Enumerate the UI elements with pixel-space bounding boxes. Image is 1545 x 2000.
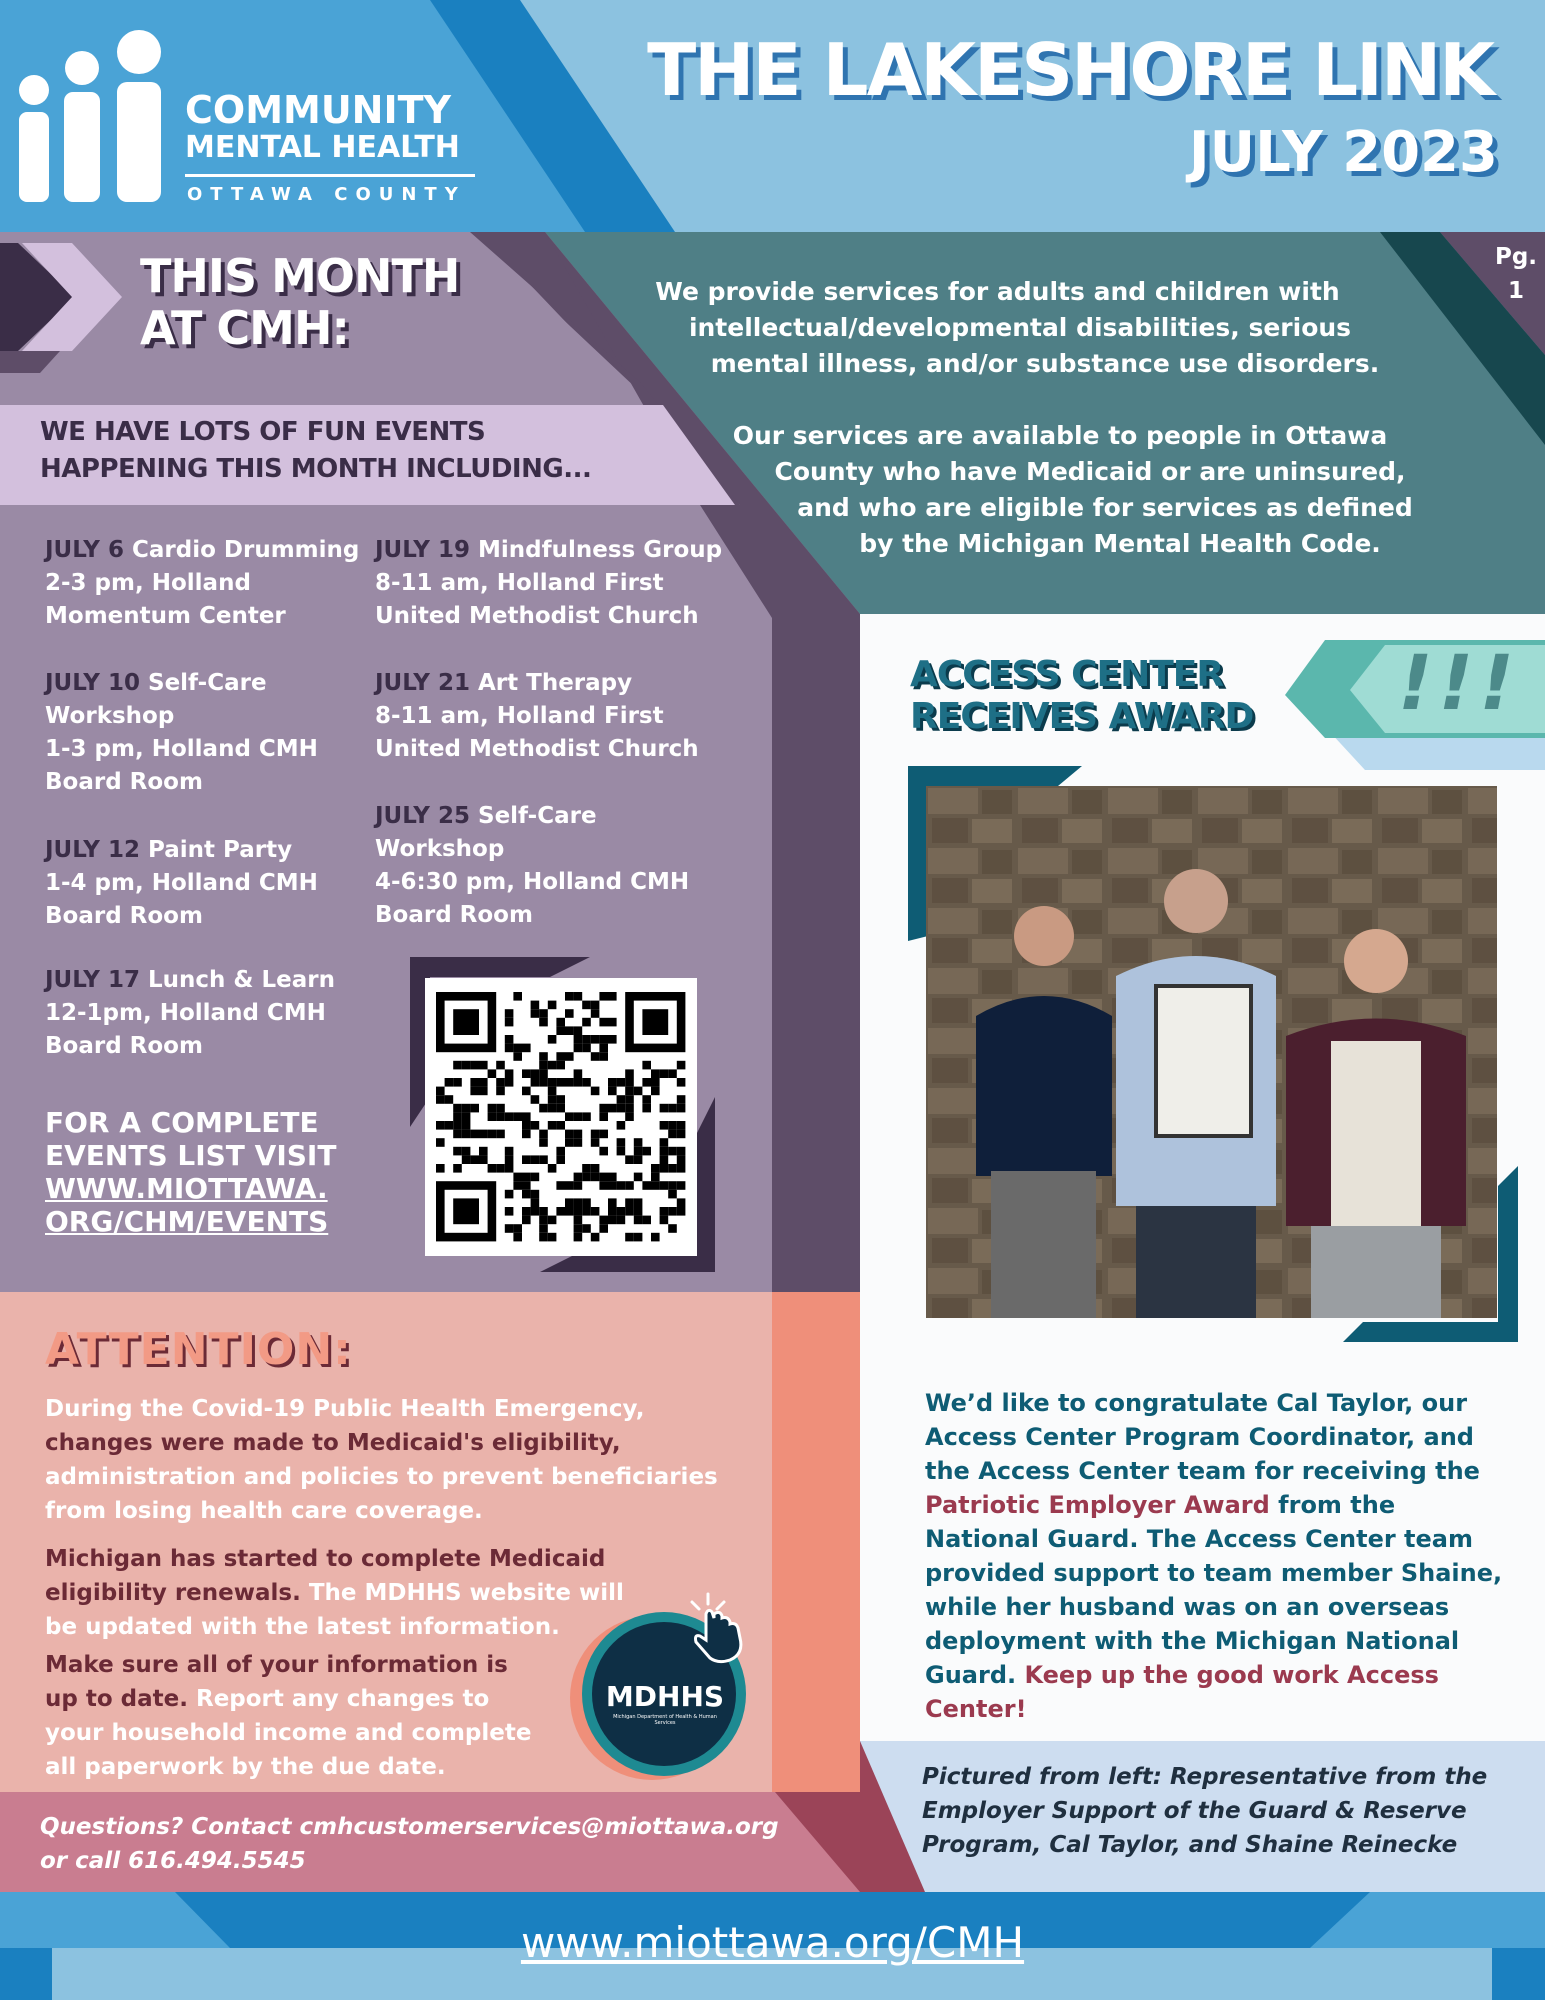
event-detail: 12-1pm, Holland CMH (45, 1000, 326, 1026)
services-line: mental illness, and/or substance use disorders. (710, 349, 1380, 378)
event-item (45, 534, 359, 633)
event-detail: Workshop (375, 836, 505, 862)
events-cta (45, 1106, 336, 1238)
page-number-value: 1 (1507, 278, 1524, 304)
event-detail: 4-6:30 pm, Holland CMH (375, 869, 690, 895)
award-title (910, 654, 1253, 738)
event-date: JULY 10 (45, 670, 140, 696)
mdhhs-tagline: Michigan Department of Health & Human Services (613, 1714, 717, 1726)
services-paragraph-1 (560, 274, 1480, 382)
logo-line1: COMMUNITY (185, 88, 452, 132)
event-detail: Board Room (45, 1033, 203, 1059)
logo-people-icon (12, 28, 172, 208)
event-item (375, 534, 722, 633)
attention-body (45, 1392, 755, 1528)
event-name: Self-Care (478, 803, 597, 829)
event-detail: 8-11 am, Holland First (375, 703, 664, 729)
events-subtitle-line1: WE HAVE LOTS OF FUN EVENTS (40, 417, 486, 447)
event-detail: 8-11 am, Holland First (375, 570, 664, 596)
event-detail: United Methodist Church (375, 603, 699, 629)
events-link[interactable] (45, 1172, 336, 1238)
mdhhs-text: MDHHS (605, 1680, 725, 1713)
services-line: Our services are available to people in Ottawa (732, 421, 1388, 450)
event-detail: Workshop (45, 703, 175, 729)
event-name: Art Therapy (478, 670, 633, 696)
event-item (45, 834, 318, 933)
event-date: JULY 17 (45, 967, 140, 993)
services-line: and who are eligible for services as defined (797, 493, 1413, 522)
event-item (375, 800, 689, 932)
award-description: We’d like to congratulate Cal Taylor, our Access Center Program Coordinator, and the Access Center team for receiving the Patriotic Employer Award from the National Guard. The Access Center team provided support to team member Shaine, while her husband was on an overseas deployment with the Michigan National Guard. Keep up the good work Access Center! (925, 1389, 1503, 1723)
mdhhs-logo[interactable] (560, 1598, 760, 1788)
event-name: Self-Care (148, 670, 267, 696)
event-name: Cardio Drumming (132, 537, 360, 563)
attention-body-2 (45, 1542, 630, 1644)
award-title-line2: RECEIVES AWARD (910, 696, 1254, 737)
this-month-title (140, 250, 459, 354)
events-subtitle (40, 414, 591, 488)
newsletter-date: JULY 2023 (1188, 120, 1498, 185)
event-detail: Board Room (45, 769, 203, 795)
footer-url[interactable]: www.miottawa.org/CMH (520, 1918, 1025, 1967)
contact-line[interactable]: Questions? Contact cmhcustomerservices@miottawa.org or call 616.494.5545 (40, 1814, 779, 1874)
award-title-line1: ACCESS CENTER (910, 654, 1224, 695)
event-date: JULY 12 (45, 837, 140, 863)
services-line: by the Michigan Mental Health Code. (859, 529, 1381, 558)
event-date: JULY 25 (375, 803, 470, 829)
event-detail: 2-3 pm, Holland (45, 570, 251, 596)
event-name: Lunch & Learn (148, 967, 335, 993)
this-month-line1: THIS MONTH (140, 249, 460, 303)
events-subtitle-line2: HAPPENING THIS MONTH INCLUDING... (40, 454, 592, 484)
event-detail: United Methodist Church (375, 736, 699, 762)
event-name: Mindfulness Group (478, 537, 723, 563)
photo-caption: Pictured from left: Representative from the Employer Support of the Guard & Reserve Program, Cal Taylor, and Shaine Reinecke (922, 1764, 1488, 1858)
event-detail: Board Room (45, 903, 203, 929)
logo-line3: OTTAWA COUNTY (187, 184, 466, 205)
qr-code[interactable] (425, 978, 697, 1256)
click-hand-icon (678, 1588, 758, 1668)
event-item (45, 667, 318, 799)
page-number (1488, 240, 1544, 308)
this-month-line2: AT CMH: (140, 301, 349, 355)
events-link-line1[interactable]: WWW.MIOTTAWA. (45, 1172, 328, 1205)
event-name: Paint Party (148, 837, 293, 863)
event-detail: Momentum Center (45, 603, 286, 629)
services-paragraph-2 (620, 418, 1520, 562)
services-line: County who have Medicaid or are uninsured, (774, 457, 1406, 486)
attention-title: ATTENTION: (45, 1324, 352, 1375)
services-line: intellectual/developmental disabilities, serious (688, 313, 1352, 342)
events-cta-line2: EVENTS LIST VISIT (45, 1139, 337, 1172)
event-detail: 1-3 pm, Holland CMH (45, 736, 318, 762)
services-line: We provide services for adults and children with (655, 277, 1340, 306)
logo-line2: MENTAL HEALTH (185, 130, 460, 165)
newsletter-title: THE LAKESHORE LINK (647, 28, 1493, 112)
exclamation-icon: !!! (1398, 638, 1520, 727)
logo-divider (185, 174, 475, 177)
event-date: JULY 21 (375, 670, 470, 696)
event-item (375, 667, 699, 766)
attention-paragraph: Michigan has started to complete Medicaid eligibility renewals. The MDHHS website will be updated with the latest information. (45, 1546, 624, 1640)
attention-paragraph: During the Covid-19 Public Health Emergency, changes were made to Medicaid's eligibility, administration and policies to prevent beneficiaries from losing health care coverage. (45, 1396, 718, 1524)
event-detail: Board Room (375, 902, 533, 928)
page-label: Pg. (1494, 244, 1538, 270)
event-date: JULY 19 (375, 537, 470, 563)
event-detail: 1-4 pm, Holland CMH (45, 870, 318, 896)
events-cta-line1: FOR A COMPLETE (45, 1106, 319, 1139)
attention-paragraph: Make sure all of your information is up to date. Report any changes to your household income and complete all paperwork by the due date. (45, 1652, 532, 1780)
award-photo (926, 786, 1497, 1318)
qr-code-image (425, 978, 697, 1256)
attention-body-3 (45, 1648, 545, 1784)
event-item (45, 964, 335, 1063)
photo-image (926, 786, 1497, 1318)
event-date: JULY 6 (45, 537, 124, 563)
events-link-line2[interactable]: ORG/CHM/EVENTS (45, 1205, 329, 1238)
cmh-logo[interactable] (12, 28, 482, 208)
